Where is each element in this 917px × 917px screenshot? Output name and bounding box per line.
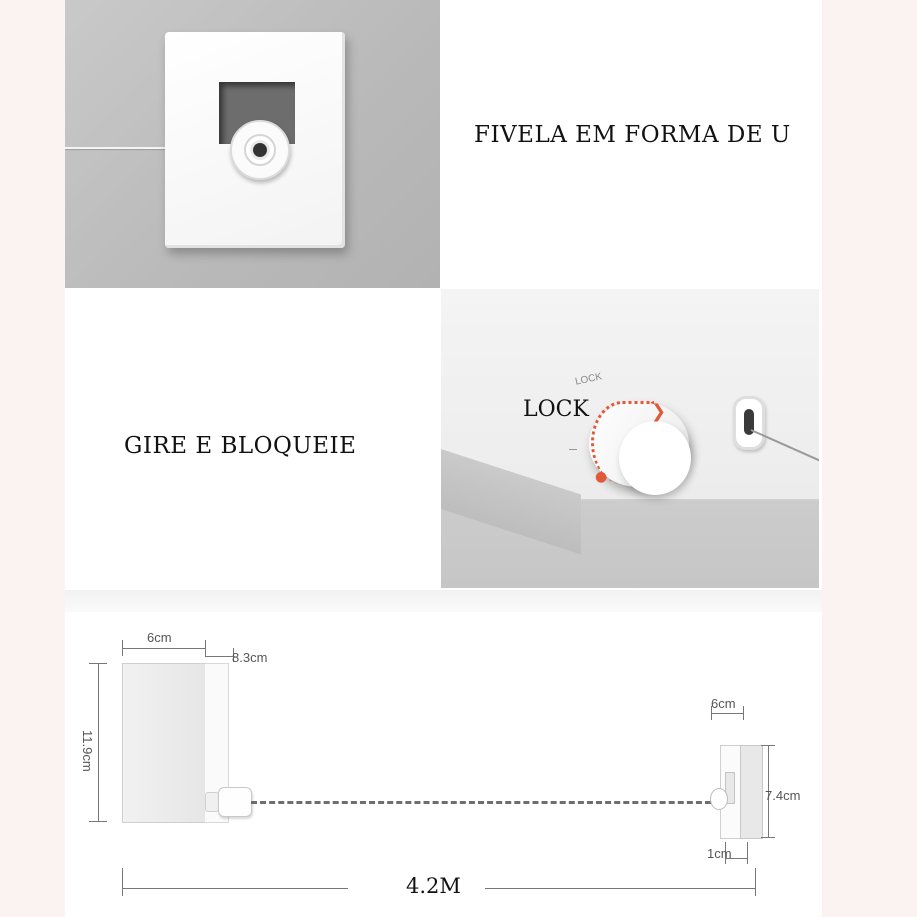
right-margin bbox=[822, 0, 917, 917]
dim-tick bbox=[747, 842, 748, 864]
span-length-label: 4.2M bbox=[406, 874, 461, 898]
lock-photo bbox=[441, 289, 819, 588]
hook-plate-drawing bbox=[740, 745, 763, 839]
dim-line-box-height bbox=[98, 663, 99, 821]
left-margin bbox=[0, 0, 65, 917]
lock-label: LOCK bbox=[523, 397, 589, 422]
dim-line-span-left bbox=[122, 888, 348, 889]
lock-engraving: LOCK bbox=[574, 371, 604, 388]
buckle-caption: FIVELA EM FORMA DE U bbox=[474, 122, 791, 148]
box-height-label: 11.9cm bbox=[80, 730, 95, 772]
hook-depth-label: 1cm bbox=[707, 846, 732, 861]
dim-line-span-right bbox=[485, 888, 755, 889]
separator-band bbox=[65, 590, 822, 612]
retractor-box-drawing bbox=[122, 663, 207, 823]
dim-tick bbox=[89, 821, 107, 822]
dim-tick bbox=[205, 640, 206, 656]
dim-line-box-depth bbox=[205, 656, 233, 657]
dim-tick bbox=[122, 868, 123, 896]
dim-line-hook-width bbox=[711, 713, 743, 714]
box-width-label: 6cm bbox=[147, 630, 172, 645]
dim-tick bbox=[755, 868, 756, 896]
rotation-start-icon: ● bbox=[595, 469, 608, 485]
dim-tick bbox=[743, 706, 744, 720]
lock-knob-drawing bbox=[218, 787, 252, 817]
knob-base bbox=[205, 792, 219, 812]
u-buckle-drawing bbox=[710, 788, 728, 810]
hook-width-label: 6cm bbox=[711, 696, 736, 711]
rotation-arrow-head-icon: ❯ bbox=[651, 401, 667, 422]
u-buckle bbox=[230, 120, 290, 180]
dim-line-box-width bbox=[122, 648, 205, 649]
dimension-diagram bbox=[65, 612, 822, 917]
cord-slot bbox=[733, 396, 765, 450]
lock-caption: GIRE E BLOQUEIE bbox=[124, 433, 357, 459]
dim-tick bbox=[761, 837, 775, 838]
unlock-tick bbox=[569, 449, 577, 450]
box-depth-label: 8.3cm bbox=[232, 650, 268, 665]
buckle-photo bbox=[65, 0, 440, 288]
extended-cord bbox=[251, 801, 711, 804]
hook-height-label: 7.4cm bbox=[765, 788, 801, 803]
